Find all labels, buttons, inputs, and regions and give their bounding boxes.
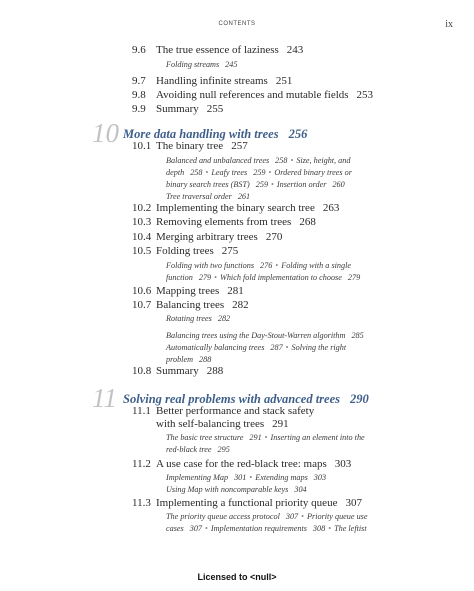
subtopics-11-2: Implementing Map 301 • Extending maps 303 Using Map with noncomparable keys 304 [166,473,327,494]
section-number: 10.4 [132,231,152,243]
subtopics-10-1: Balanced and unbalanced trees 258 • Size, height, and depth 258 • Leafy trees 259 • Ordered binary trees or binary search trees (BST) 259 • Insertion order 260 Tree traversal order 261 [166,156,352,201]
subtopics-10-7b: Balancing trees using the Day-Stout-Warren algorithm 285 Automatically balancing trees 287 • Solving the right problem 288 [166,331,364,364]
section-number: 11.2 [132,458,151,470]
section-number: 9.6 [132,44,146,56]
section-title: A use case for the red-black tree: maps 303 [156,458,352,470]
chapter-page: 256 [288,127,308,141]
subtopics-11-1: The basic tree structure 291 • Inserting an element into the red-black tree 295 [166,433,365,454]
chapter-title: More data handling with trees 256 [123,127,308,141]
section-title: Implementing a functional priority queue 307 [156,497,362,509]
section-number: 9.7 [132,75,146,87]
section-page: 275 [221,245,239,257]
section-page: 291 [272,418,289,430]
section-number: 11.3 [132,497,151,509]
section-number: 10.7 [132,299,152,311]
section-title: Summary 255 [156,103,224,115]
running-header-title: CONTENTS [218,21,256,27]
chapter-page: 290 [350,392,369,406]
section-page: 281 [227,285,244,297]
section-page: 263 [322,202,340,214]
subtopics-10-5: Folding with two functions 276 • Folding with a single function 279 • Which fold implementation to choose 279 [166,261,361,282]
section-page: 255 [206,103,224,115]
section-title: Implementing the binary search tree 263 [156,202,340,214]
subtopics-10-7a: Rotating trees 282 [166,314,231,323]
section-page: 270 [265,231,283,243]
section-page: 288 [206,365,224,377]
section-page: 253 [356,89,374,101]
section-page: 282 [232,299,249,311]
section-number: 10.3 [132,216,152,228]
section-title: Summary 288 [156,365,224,377]
section-number: 10.8 [132,365,152,377]
section-title-continued: with self-balancing trees 291 [156,418,289,430]
section-page: 303 [334,458,352,470]
section-number: 9.9 [132,103,146,115]
page-number: ix [445,19,453,30]
chapter-title: Solving real problems with advanced trees 290 [123,392,369,406]
section-title: Avoiding null references and mutable fields 253 [156,89,374,101]
section-number: 11.1 [132,405,151,417]
section-number: 10.5 [132,245,152,257]
section-number: 10.1 [132,140,152,152]
section-page: 243 [286,44,304,56]
section-title: Mapping trees 281 [156,285,244,297]
chapter-number: 10 [92,118,119,148]
section-number: 9.8 [132,89,146,101]
license-footer: Licensed to <null> [197,572,277,582]
section-number: 10.6 [132,285,152,297]
section-title: Merging arbitrary trees 270 [156,231,283,243]
section-title: Better performance and stack safety [156,405,315,417]
chapter-number: 11 [92,383,117,413]
section-page: 307 [345,497,362,509]
section-title: Removing elements from trees 268 [156,216,316,228]
section-title: Handling infinite streams 251 [156,75,293,87]
section-title: Balancing trees 282 [156,299,249,311]
section-page: 251 [275,75,293,87]
section-page: 268 [299,216,316,228]
section-title: Folding trees 275 [156,245,239,257]
section-number: 10.2 [132,202,152,214]
section-page: 257 [231,140,248,152]
section-title: The true essence of laziness 243 [156,44,304,56]
section-title: The binary tree 257 [156,140,248,152]
subtopics-11-3: The priority queue access protocol 307 • Priority queue use cases 307 • Implementation requirements 308 • The leftist [166,512,368,533]
subtopics-9-6: Folding streams 245 [166,60,238,69]
